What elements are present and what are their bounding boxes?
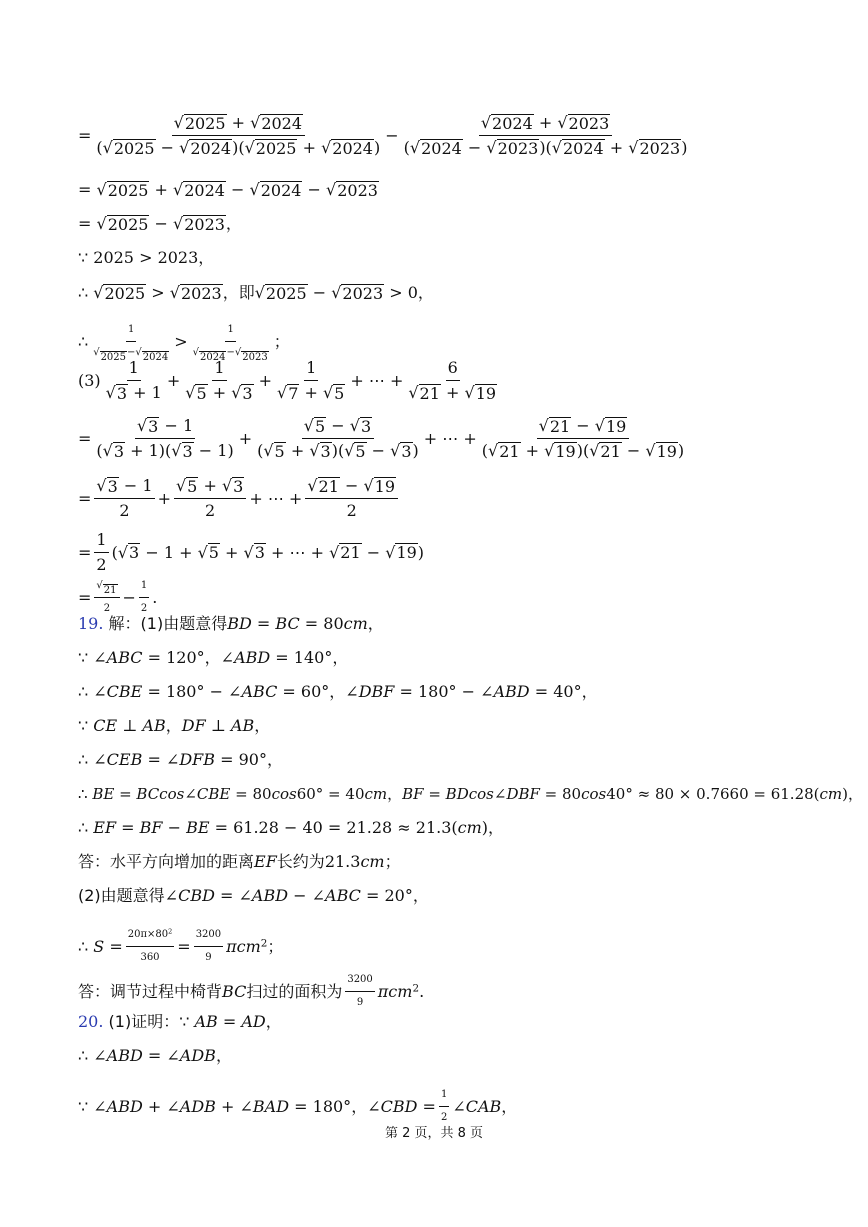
math-line: ∵ ∠ABC = 120°，∠ABD = 140°， <box>78 648 349 667</box>
math-line: ∴ √ 2025 > √ 2023 ，即 √ 2025 − √ 2023 > 0， <box>78 283 434 303</box>
math-line: = √ 2025 + √ 2024 − √ 2024 − √ 2023 <box>78 180 378 200</box>
math-line: = √ 21 2 − $\frac{1}{2}$ . <box>78 576 157 619</box>
math-line: 答：水平方向增加的距离EF长约为21.3cm； <box>78 852 401 871</box>
page-footer: 第 2 页，共 8 页 <box>384 1126 484 1141</box>
math-line: ∴ ∠CEB = ∠DFB = 90°， <box>78 750 283 769</box>
math-line: ∴ ∠ABD = ∠ADB， <box>78 1046 232 1065</box>
math-line: = √ 2025 + √ 2024 ( √ 2025 − √ 2024 )( √ 2025 + √ 2024 ) − √ 2024 + √ 2023 ( √ 2024 − √ 2023 )( √ 2024 + √ 2023 ) <box>78 113 688 158</box>
math-line: = $\frac{1}{2}$ ( √ 3 − 1 + √ 5 + √ 3 + ⋯ + √ 21 − √ 19 ) <box>78 530 425 574</box>
math-line: ∴ 1 √ 2025 − √ 2024 > 1 √ 2024 − √ 2023 ； <box>78 320 290 363</box>
math-line: 19. 解：(1)由题意得BD = BC = 80cm， <box>78 614 384 633</box>
math-line: ∴ S = $\frac{20\pi\times 80^2}{360}$ = $\frac{3200}{9}$ πcm$^2$； <box>78 925 283 968</box>
math-line: ∴ BE = BCcos∠CBE = 80cos60° = 40cm，BF = BDcos∠DBF = 80cos40° ≈ 80 × 0.7660 = 61.28(cm)， <box>78 785 864 803</box>
math-line: = √ 2025 − √ 2023 ， <box>78 214 242 234</box>
math-line: = √ 3 − 1 ( √ 3 + 1)( √ 3 − 1) + √ 5 − √ 3 ( √ 5 + √ 3 )( √ 5 − √ 3 ) + ⋯ + √ 21 − √ 19 ( √ 21 + √ 19 )( √ 21 − √ 19 ) <box>78 416 685 461</box>
math-line: ∵ ∠ABD + ∠ADB + ∠BAD = 180°，∠CBD = $\frac{1}{2}$ ∠CAB， <box>78 1085 517 1128</box>
math-line: (2)由题意得∠CBD = ∠ABD − ∠ABC = 20°， <box>78 886 429 905</box>
math-line: 答：调节过程中椅背 BC 扫过的面积为 $\frac{3200}{9}$ πcm$^2$. <box>78 970 424 1013</box>
math-line: ∴ EF = BF − BE = 61.28 − 40 = 21.28 ≈ 21.3(cm)， <box>78 818 505 837</box>
math-line: ∵ CE ⊥ AB，DF ⊥ AB， <box>78 716 271 735</box>
math-line: ∴ ∠CBE = 180° − ∠ABC = 60°，∠DBF = 180° − ∠ABD = 40°， <box>78 682 598 701</box>
math-line: (3) 1 √ 3 + 1 + 1 √ 5 + √ 3 + 1 √ 7 + √ 5 + ⋯ + 6 √ 21 + √ 19 <box>78 358 497 403</box>
math-line: = √ 3 − 1 2 + √ 5 + √ 3 2 + ⋯ + √ 21 − √ 19 2 <box>78 476 401 521</box>
math-line: ∵ 2025 > 2023， <box>78 248 215 267</box>
math-line: 20. (1)证明：∵ AB = AD， <box>78 1012 282 1031</box>
